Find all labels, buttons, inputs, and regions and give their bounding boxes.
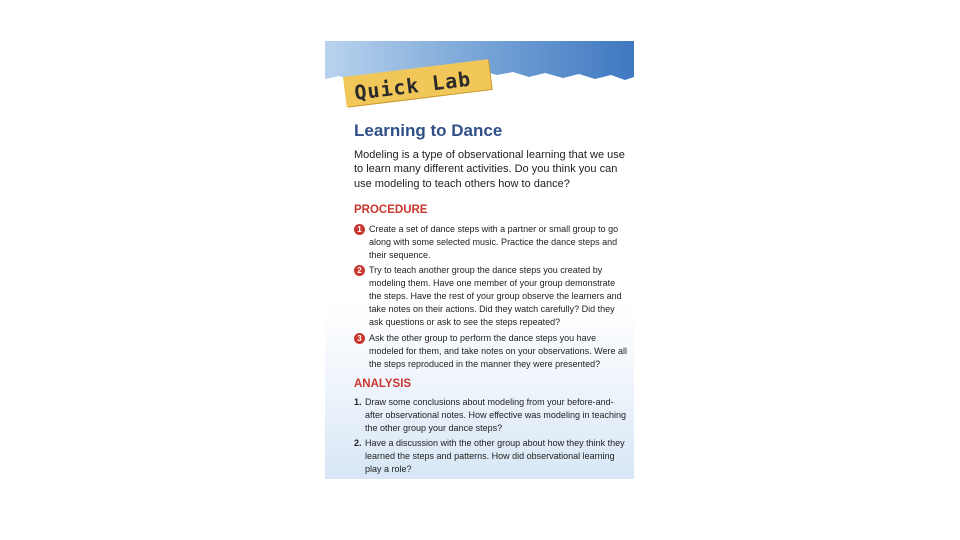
analysis-number: 2. xyxy=(354,438,362,448)
analysis-heading: ANALYSIS xyxy=(354,378,412,390)
step-number-badge: 1 xyxy=(354,224,365,235)
intro-paragraph: Modeling is a type of observational learning that we use to learn many different activities. Do you think you can use modeling to teach others how to dance? xyxy=(354,149,625,190)
step-text: Ask the other group to perform the dance steps you have modeled for them, and take notes on your observations. Were all the steps reproduced in the manner they were presented? xyxy=(369,333,627,369)
analysis-number: 1. xyxy=(354,397,362,407)
procedure-step xyxy=(354,264,630,329)
step-number-badge: 2 xyxy=(354,265,365,276)
analysis-text: Draw some conclusions about modeling from your before-and-after observational notes. How effective was modeling in teaching the other group your dance steps? xyxy=(365,397,626,433)
procedure-step xyxy=(354,223,630,262)
step-text: Create a set of dance steps with a partner or small group to go along with some selected music. Practice the dance steps and their sequence. xyxy=(369,224,619,260)
step-text: Try to teach another group the dance steps you created by modeling them. Have one member of your group demonstrate the steps. Have the rest of your group observe the learners and take notes on their actions. Did they watch carefully? Did they ask questions or ask to see the steps repeated? xyxy=(369,265,622,327)
analysis-item xyxy=(354,437,630,476)
procedure-step xyxy=(354,332,630,371)
procedure-heading: PROCEDURE xyxy=(354,204,428,216)
quick-lab-card xyxy=(325,41,634,479)
analysis-text: Have a discussion with the other group about how they think they learned the steps and patterns. How did observational learning play a role? xyxy=(365,438,625,474)
quick-lab-label: Quick Lab xyxy=(353,66,473,105)
page-title: Learning to Dance xyxy=(354,121,503,140)
step-number-badge: 3 xyxy=(354,333,365,344)
analysis-item xyxy=(354,396,630,435)
